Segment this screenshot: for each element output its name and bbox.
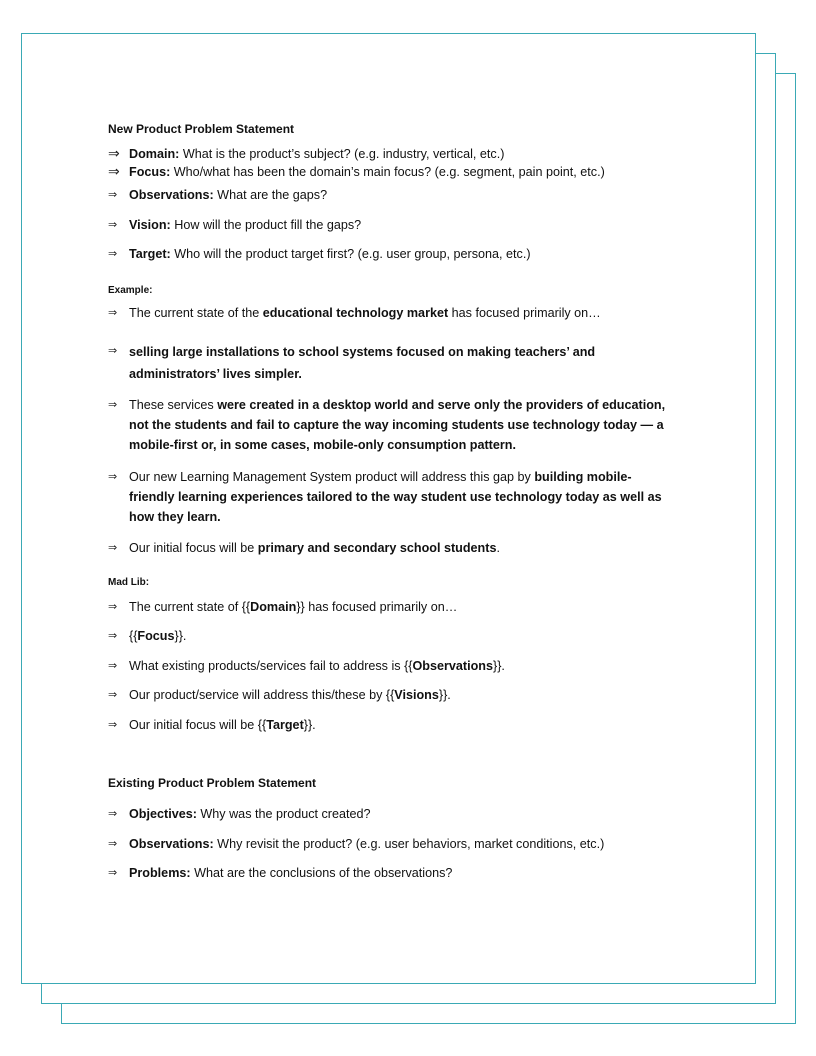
item-label: Vision:	[129, 218, 171, 232]
arrow-icon: ⇒	[108, 808, 118, 820]
item-emphasis: educational technology market	[262, 306, 449, 320]
item-text: Our initial focus will be	[129, 541, 258, 555]
arrow-icon: ⇒	[108, 345, 118, 357]
item-text: has focused primarily on…	[448, 306, 601, 320]
arrow-icon: ⇒	[108, 219, 118, 231]
item-text: Our initial focus will be {{	[129, 718, 267, 732]
item-label: Observations:	[129, 188, 214, 202]
item-text: }} has focused primarily on…	[296, 600, 458, 614]
arrow-icon: ⇒	[108, 542, 118, 554]
madlib-title: Mad Lib:	[108, 577, 150, 588]
item-text: }}.	[174, 629, 187, 643]
item-text: .	[496, 541, 500, 555]
item-emphasis: Domain	[250, 600, 297, 614]
item-text: }}.	[438, 688, 451, 702]
item-emphasis: building mobile-friendly learning experiences tailored to the way student use technology today as well as how they learn.	[129, 470, 662, 524]
item-text: The current state of the	[129, 306, 263, 320]
arrow-icon: ⇒	[108, 630, 118, 642]
item-text: What are the conclusions of the observations?	[190, 866, 453, 880]
item-emphasis: primary and secondary school students	[257, 541, 497, 555]
item-emphasis: Visions	[394, 688, 439, 702]
arrow-icon: ⇒	[108, 307, 118, 319]
double-arrow-icon: ⇒	[108, 163, 120, 179]
arrow-icon: ⇒	[108, 601, 118, 613]
example-title: Example:	[108, 285, 153, 296]
arrow-icon: ⇒	[108, 189, 118, 201]
arrow-icon: ⇒	[108, 660, 118, 672]
arrow-icon: ⇒	[108, 399, 118, 411]
arrow-icon: ⇒	[108, 867, 118, 879]
item-label: Objectives:	[129, 807, 197, 821]
item-emphasis: Observations	[412, 659, 493, 673]
item-emphasis: Focus	[137, 629, 175, 643]
item-text: What is the product’s subject? (e.g. industry, vertical, etc.)	[179, 147, 505, 161]
arrow-icon: ⇒	[108, 689, 118, 701]
item-text: Our product/service will address this/these by {{	[129, 688, 395, 702]
arrow-icon: ⇒	[108, 838, 118, 850]
double-arrow-icon: ⇒	[108, 145, 120, 161]
item-emphasis: Target	[266, 718, 304, 732]
item-emphasis: were created in a desktop world and serve only the providers of education, not the students and fail to capture the way incoming students use technology today — a mobile-first or, in some cases, mobile-only consumption pattern.	[129, 398, 666, 452]
item-text: {{	[129, 629, 138, 643]
item-label: Focus:	[129, 165, 171, 179]
item-text: Why was the product created?	[196, 807, 371, 821]
item-label: Problems:	[129, 866, 191, 880]
item-label: Observations:	[129, 837, 214, 851]
item-text: These services	[129, 398, 218, 412]
document-page	[21, 33, 756, 984]
item-label: Target:	[129, 247, 171, 261]
item-text: Who/what has been the domain’s main focus? (e.g. segment, pain point, etc.)	[170, 165, 605, 179]
arrow-icon: ⇒	[108, 248, 118, 260]
arrow-icon: ⇒	[108, 719, 118, 731]
item-text: The current state of {{	[129, 600, 251, 614]
item-text: }}.	[303, 718, 316, 732]
section-title-existing-product: Existing Product Problem Statement	[108, 776, 317, 790]
item-emphasis: selling large installations to school systems focused on making teachers’ and administrators’ lives simpler.	[129, 345, 596, 381]
item-text: How will the product fill the gaps?	[170, 218, 362, 232]
section-title-new-product: New Product Problem Statement	[108, 122, 295, 136]
arrow-icon: ⇒	[108, 471, 118, 483]
item-text: What existing products/services fail to address is {{	[129, 659, 413, 673]
item-text: }}.	[493, 659, 505, 673]
item-text: Why revisit the product? (e.g. user behaviors, market conditions, etc.)	[213, 837, 605, 851]
item-text: What are the gaps?	[213, 188, 328, 202]
item-text: Our new Learning Management System product will address this gap by	[129, 470, 535, 484]
item-label: Domain:	[129, 147, 180, 161]
item-text: Who will the product target first? (e.g. user group, persona, etc.)	[170, 247, 531, 261]
